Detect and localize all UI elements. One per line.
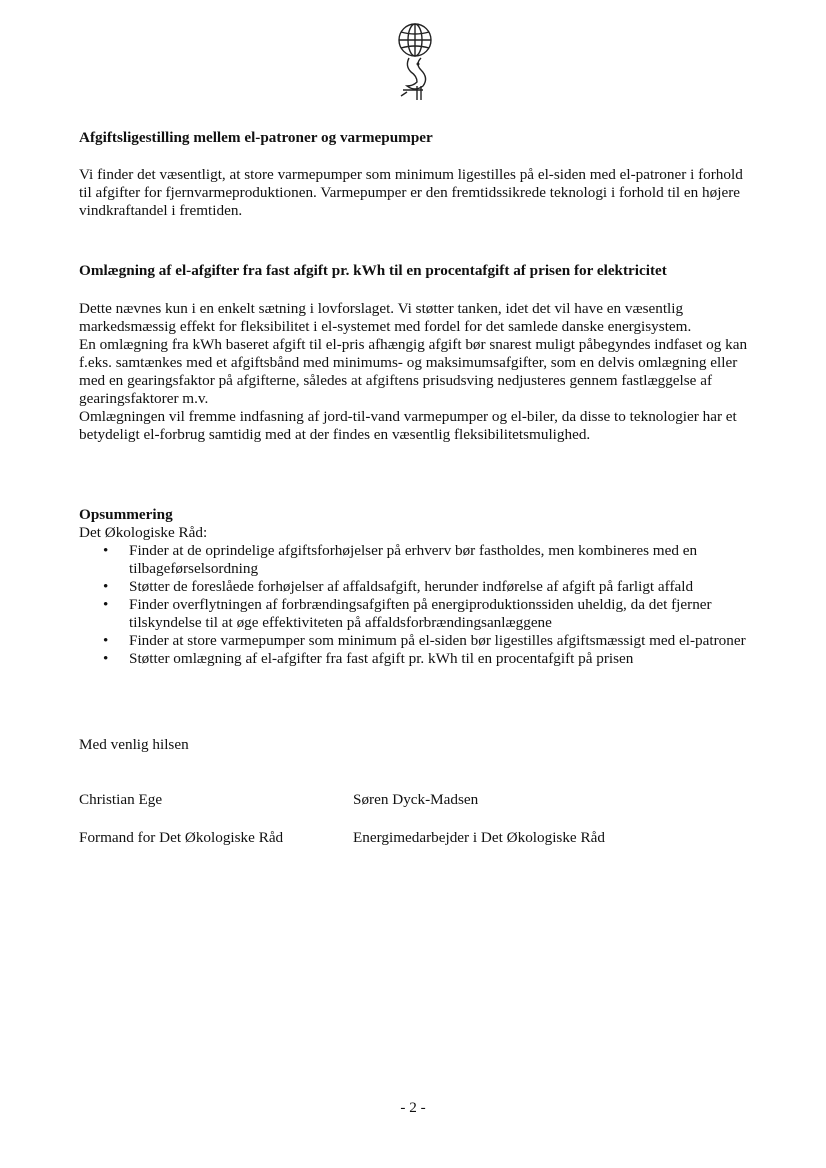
bullet-icon: • xyxy=(103,632,109,649)
signature-title: Formand for Det Økologiske Råd xyxy=(79,829,284,846)
bullet-icon: • xyxy=(103,596,109,613)
section-heading-tax-equalization: Afgiftsligestilling mellem el-patroner og varmepumper xyxy=(79,129,433,146)
list-item: • Finder at store varmepumper som minimum på el-siden bør ligestilles afgiftsmæssigt med el-patroner xyxy=(103,632,746,649)
list-item: • Støtter omlægning af el-afgifter fra fast afgift pr. kWh til en procentafgift på prisen xyxy=(103,650,634,667)
globe-bird-logo-icon xyxy=(393,20,439,104)
closing-line: Med venlig hilsen xyxy=(79,736,189,753)
signature-name: Søren Dyck-Madsen xyxy=(353,791,479,808)
page-number: - 2 - xyxy=(400,1099,426,1116)
section-heading-tax-restructuring: Omlægning af el-afgifter fra fast afgift pr. kWh til en procentafgift af prisen for elektricitet xyxy=(79,262,667,279)
signature-title: Energimedarbejder i Det Økologiske Råd xyxy=(353,829,605,846)
paragraph: Dette nævnes kun i en enkelt sætning i lovforslaget. Vi støtter tanken, idet det vil have en væsentlig markedsmæssig effekt for fleksibilitet i el-systemet med fordel for det samlede danske energisystem. xyxy=(79,300,692,335)
signature-name: Christian Ege xyxy=(79,791,163,808)
bullet-icon: • xyxy=(103,542,109,559)
list-item: • Støtter de foreslåede forhøjelser af affaldsafgift, herunder indførelse af afgift på farligt affald xyxy=(103,578,694,595)
section-body-tax-equalization xyxy=(79,166,759,220)
bullet-icon: • xyxy=(103,578,109,595)
section-body-tax-restructuring xyxy=(79,300,759,444)
paragraph: Omlægningen vil fremme indfasning af jord-til-vand varmepumper og el-biler, da disse to teknologier har et betydeligt el-forbrug samtidig med at der findes en væsentlig fleksibilitetsmulighed. xyxy=(79,408,737,443)
summary-heading: Opsummering xyxy=(79,506,173,523)
list-item: • Finder at de oprindelige afgiftsforhøjelser på erhverv bør fastholdes, men kombineres med en tilbageførselsordning xyxy=(103,542,698,577)
list-item: • Finder overflytningen af forbrændingsafgiften på energiproduktionssiden uheldig, da det fjerner tilskyndelse til at øge effektiviteten på affaldsforbrændingsanlæggene xyxy=(103,596,712,631)
paragraph: Vi finder det væsentligt, at store varmepumper som minimum ligestilles på el-siden med el-patroner i forhold til afgifter for fjernvarmeproduktionen. Varmepumper er den fremtidssikrede teknologi i forhold til en højere vindkraftandel i fremtiden. xyxy=(79,166,743,219)
bullet-icon: • xyxy=(103,650,109,667)
summary-list xyxy=(79,542,759,668)
summary-intro: Det Økologiske Råd: xyxy=(79,524,208,541)
summary-section xyxy=(79,506,759,668)
paragraph: En omlægning fra kWh baseret afgift til el-pris afhængig afgift bør snarest muligt påbegyndes indfaset og kan f.eks. samtænkes med et afgiftsbånd med minimums- og maksimumsafgifter, som en delvis omlægning eller med en gearingsfaktor på afgifterne, således at afgiftens prisudsving nedjusteres gennem fastlæggelse af gearingsfaktorer m.v. xyxy=(79,336,748,407)
